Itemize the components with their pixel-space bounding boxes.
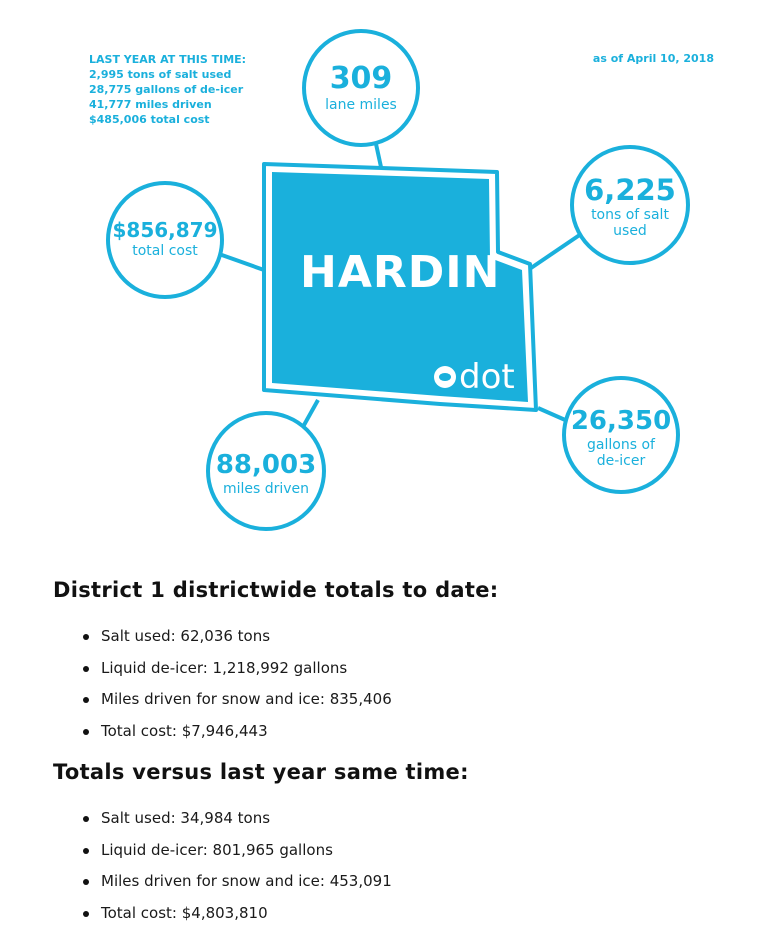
county-name: HARDIN — [300, 247, 501, 298]
odot-logo-text: dot — [459, 357, 515, 397]
district-totals-heading: District 1 districtwide totals to date: — [53, 578, 499, 602]
last-year-line: 28,775 gallons of de-icer — [89, 83, 244, 96]
last-year-block — [89, 52, 246, 127]
last-year-line: $485,006 total cost — [89, 113, 210, 126]
list-item: Miles driven for snow and ice: 453,091 — [53, 866, 469, 898]
list-item: Total cost: $4,803,810 — [53, 898, 469, 930]
stat-value: 309 — [329, 61, 393, 96]
stat-label: de-icer — [596, 453, 646, 469]
stat-label: gallons of — [587, 437, 655, 453]
last-year-line: 2,995 tons of salt used — [89, 68, 232, 81]
list-item: Miles driven for snow and ice: 835,406 — [53, 684, 498, 716]
list-item: Total cost: $7,946,443 — [53, 716, 498, 748]
stat-label: used — [613, 223, 647, 239]
stat-salt — [575, 173, 685, 239]
last-year-heading: LAST YEAR AT THIS TIME: — [89, 53, 247, 66]
versus-last-year-heading: Totals versus last year same time: — [53, 760, 469, 784]
connector-lane-miles — [376, 144, 381, 167]
list-item: Liquid de-icer: 801,965 gallons — [53, 835, 469, 867]
stat-value: 6,225 — [584, 173, 676, 207]
district-totals-section — [53, 578, 498, 747]
last-year-line: 41,777 miles driven — [89, 98, 212, 111]
stat-label: tons of salt — [591, 207, 669, 223]
stat-miles — [209, 452, 323, 497]
stat-label: lane miles — [325, 97, 397, 113]
versus-last-year-section — [53, 760, 469, 929]
list-item: Salt used: 62,036 tons — [53, 621, 498, 653]
stat-label: total cost — [132, 243, 198, 259]
list-item: Salt used: 34,984 tons — [53, 803, 469, 835]
stat-total-cost — [108, 220, 222, 259]
stat-value: 88,003 — [215, 450, 317, 480]
connector-total-cost — [219, 254, 264, 270]
list-item: Liquid de-icer: 1,218,992 gallons — [53, 653, 498, 685]
stat-value: $856,879 — [112, 218, 218, 242]
district-totals-list — [53, 621, 498, 747]
stat-lane-miles — [311, 61, 411, 113]
as-of-date: as of April 10, 2018 — [592, 52, 714, 65]
stat-label: miles driven — [222, 481, 310, 497]
versus-last-year-list — [53, 803, 469, 929]
odot-logo-icon — [434, 366, 456, 388]
stat-deicer — [565, 408, 677, 469]
odot-logo — [434, 357, 515, 397]
stat-value: 26,350 — [570, 406, 672, 436]
